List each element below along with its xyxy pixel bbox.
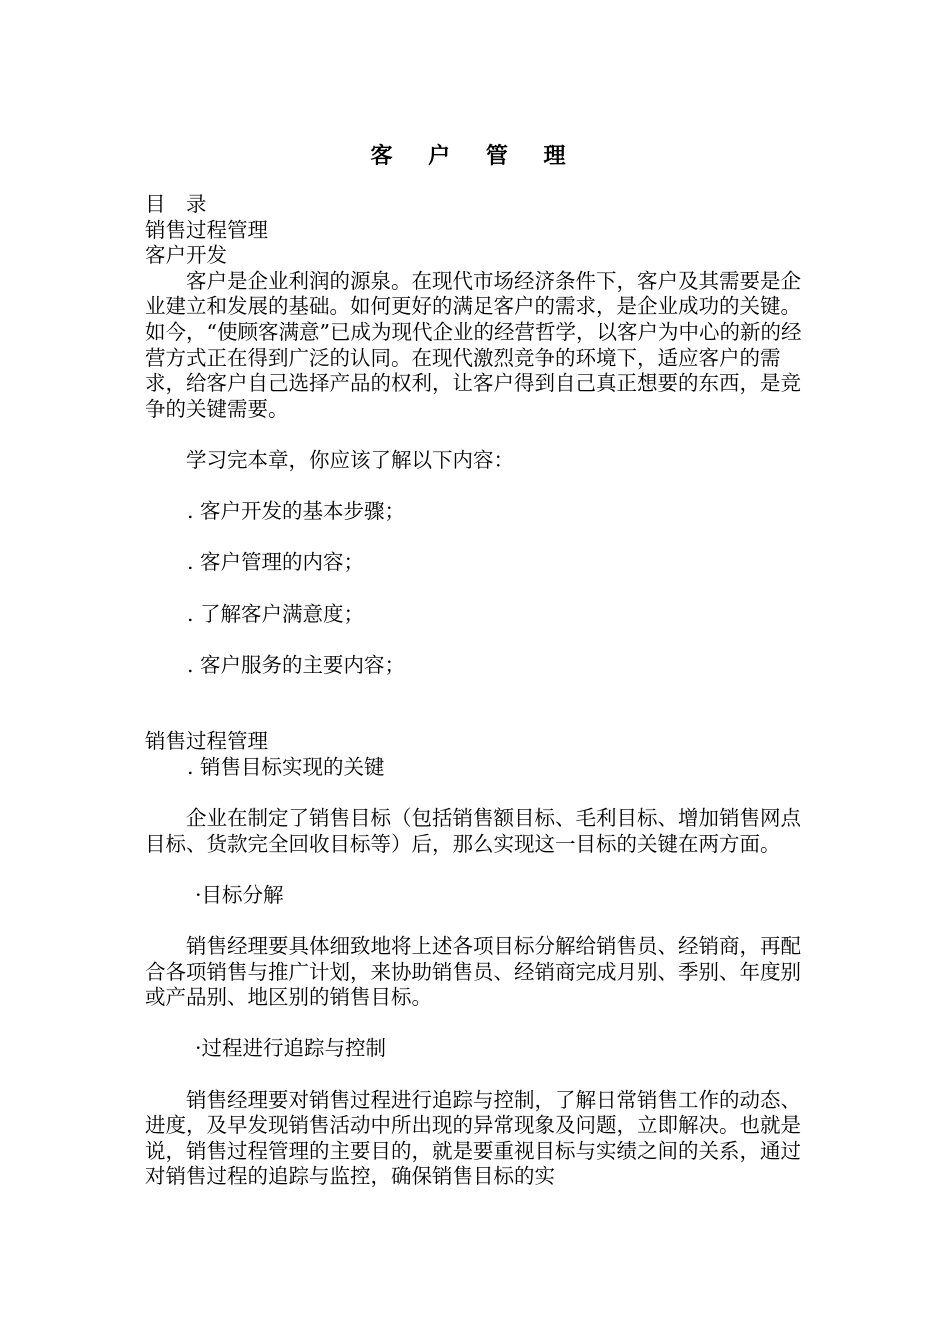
learn-intro: 学习完本章，你应该了解以下内容： [186, 447, 514, 472]
intro-paragraph: 客户是企业利润的源泉。在现代市场经济条件下，客户及其需要是企业建立和发展的基础。如何更好的满足客户的需求，是企业成功的关键。如今，“使顾客满意”已成为现代企业的经营哲学，以客户为中心的新的经营方式正在得到广泛的认同。在现代激烈竞争的环境下，适应客户的需求，给客户自己选择产品的权利，让客户得到自己真正想要的东西，是竞争的关键需要。 [145, 268, 802, 421]
toc-item: 销售过程管理 [145, 217, 268, 242]
section-heading: 销售过程管理 [145, 729, 268, 754]
learn-item: . 了解客户满意度； [187, 601, 365, 626]
learn-item: . 客户服务的主要内容； [187, 652, 406, 677]
toc-heading: 目 录 [145, 192, 207, 216]
learn-item: . 客户开发的基本步骤； [187, 499, 406, 524]
point-paragraph: 销售经理要具体细致地将上述各项目标分解给销售员、经销商，再配合各项销售与推广计划，来协助销售员、经销商完成月别、季别、年度别或产品别、地区别的销售目标。 [145, 934, 801, 1010]
point-heading: ·过程进行追踪与控制 [195, 1036, 387, 1061]
point-heading: ·目标分解 [195, 882, 284, 907]
toc-item: 客户开发 [145, 243, 227, 268]
point-paragraph: 销售经理要对销售过程进行追踪与控制，了解日常销售工作的动态、进度，及早发现销售活动中所出现的异常现象及问题，立即解决。也就是说，销售过程管理的主要目的，就是要重视目标与实绩之间的关系，通过对销售过程的追踪与监控，确保销售目标的实 [145, 1087, 801, 1189]
document-body [145, 192, 810, 1190]
section-subheading: . 销售目标实现的关键 [187, 754, 385, 779]
section-paragraph: 企业在制定了销售目标（包括销售额目标、毛利目标、增加销售网点目标、货款完全回收目标等）后，那么实现这一目标的关键在两方面。 [145, 806, 801, 856]
learn-item: . 客户管理的内容； [187, 550, 365, 575]
document-title: 客 户 管 理 [370, 143, 580, 169]
